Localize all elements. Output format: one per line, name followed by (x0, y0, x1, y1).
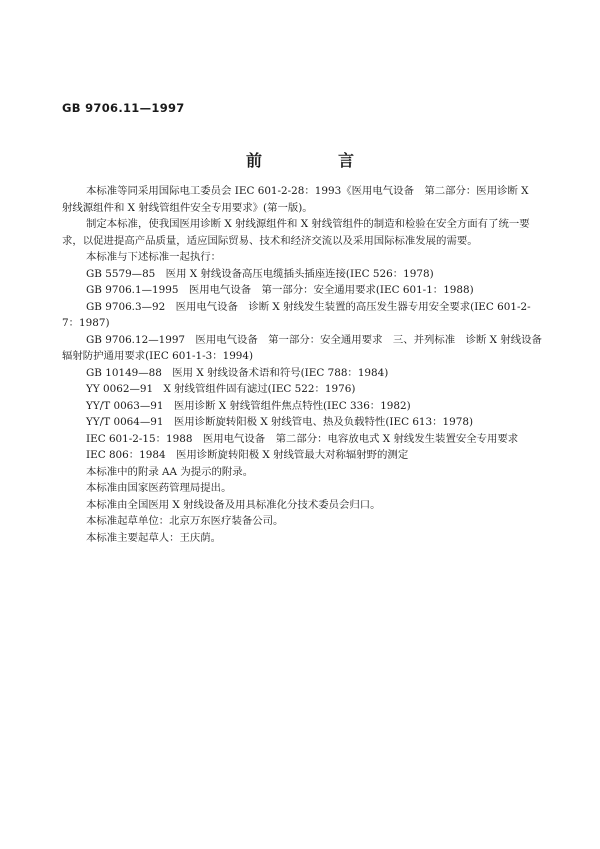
page-title: 前 言 (245, 151, 384, 170)
reference-item: YY/T 0064—91 医用诊断旋转阳极 X 射线管电、热及负载特性(IEC 613：1978) (86, 416, 474, 428)
intro-paragraph: 本标准与下述标准一起执行： (86, 251, 222, 263)
standard-code: GB 9706.11—1997 (62, 101, 185, 115)
intro-paragraph: 本标准等同采用国际电工委员会 IEC 601-2-28：1993《医用电气设备 第二部分：医用诊断 X 射线源组件和 X 射线管组件安全专用要求》(第一版)。 (62, 185, 529, 214)
closing-paragraph: 本标准由国家医药管理局提出。 (86, 482, 232, 494)
document-body (62, 183, 542, 546)
intro-paragraph: 制定本标准，使我国医用诊断 X 射线源组件和 X 射线管组件的制造和检验在安全方面有了统一要求，以促进提高产品质量，适应国际贸易、技术和经济交流以及采用国际标准发展的需要。 (62, 218, 530, 247)
reference-item: GB 5579—85 医用 X 射线设备高压电缆插头插座连接(IEC 526：1978) (86, 267, 434, 280)
closing-paragraph: 本标准起草单位：北京万东医疗装备公司。 (86, 515, 284, 527)
reference-item: GB 9706.1—1995 医用电气设备 第一部分：安全通用要求(IEC 601-1：1988) (86, 284, 474, 296)
reference-item: IEC 601-2-15：1988 医用电气设备 第二部分：电容放电式 X 射线发生装置安全专用要求 (86, 432, 519, 445)
reference-item: GB 10149—88 医用 X 射线设备术语和符号(IEC 788：1984) (86, 366, 389, 379)
closing-paragraph: 本标准由全国医用 X 射线设备及用具标准化分技术委员会归口。 (86, 498, 381, 511)
reference-item: YY/T 0063—91 医用诊断 X 射线管组件焦点特性(IEC 336：1982) (86, 399, 411, 412)
reference-item: GB 9706.3—92 医用电气设备 诊断 X 射线发生装置的高压发生器专用安全要求(IEC 601-2-7：1987) (62, 300, 531, 329)
reference-item: YY 0062—91 X 射线管组件固有滤过(IEC 522：1976) (86, 383, 356, 395)
closing-paragraph: 本标准主要起草人：王庆荫。 (86, 531, 222, 544)
closing-paragraph: 本标准中的附录 AA 为提示的附录。 (86, 465, 254, 478)
reference-item: IEC 806：1984 医用诊断旋转阳极 X 射线管最大对称辐射野的测定 (86, 449, 409, 461)
reference-item: GB 9706.12—1997 医用电气设备 第一部分：安全通用要求 三、并列标准 诊断 X 射线设备辐射防护通用要求(IEC 601-1-3：1994) (62, 333, 542, 362)
